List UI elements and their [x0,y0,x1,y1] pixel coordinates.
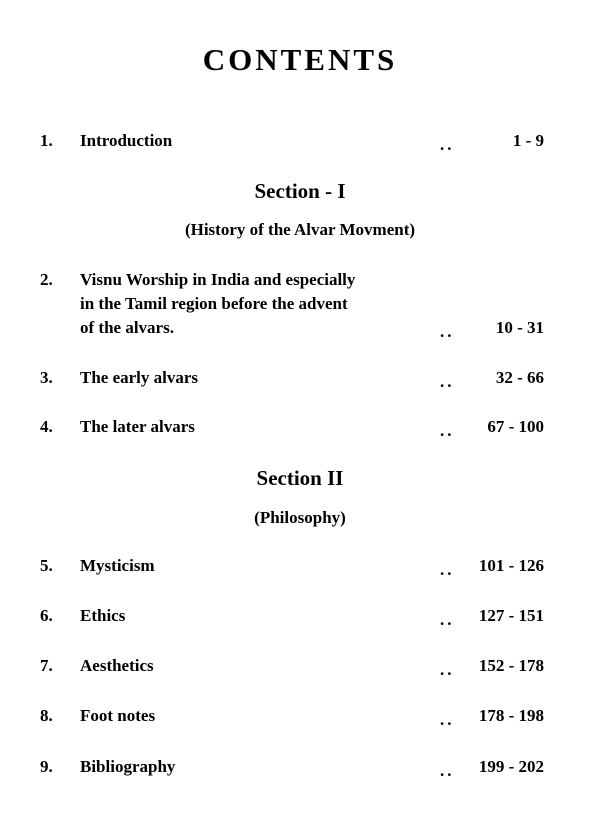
entry-pages: 178 - 198 [478,706,544,725]
leader-dots: .. [440,135,455,154]
entry-title-line: Aesthetics [80,656,154,675]
leader-dots: .. [440,322,455,341]
entry-pages: 1 - 9 [512,131,544,150]
entry-number: 9. [40,757,53,776]
entry-title [80,366,420,390]
leader-dots: .. [440,372,455,391]
entry-title-line: of the alvars. [80,318,174,337]
entry-number: 4. [40,417,53,436]
entry-title [80,554,420,578]
entry-title-line: Foot notes [80,706,156,725]
entry-title [80,268,420,340]
leader-dots: .. [440,560,455,579]
entry-number: 1. [40,131,53,150]
entry-pages: 152 - 178 [478,656,544,675]
entry-title [80,604,420,628]
entry-number: 8. [40,706,53,725]
section-subtitle: (History of the Alvar Movment) [184,220,416,239]
toc-entry [0,268,600,348]
leader-dots: .. [440,710,455,729]
entry-title-line: Ethics [80,606,126,625]
entry-title-line: Bibliography [80,757,176,776]
entry-number: 7. [40,656,53,675]
entry-title-line: in the Tamil region before the advent [80,294,348,313]
entry-title [80,755,420,779]
entry-pages: 199 - 202 [478,757,544,776]
page-title: CONTENTS [202,42,398,77]
leader-dots: .. [440,761,455,780]
entry-title [80,129,420,153]
entry-pages: 67 - 100 [487,417,544,436]
entry-title-line: The later alvars [80,417,195,436]
entry-pages: 10 - 31 [495,318,544,337]
entry-title [80,654,420,678]
entry-title-line: Visnu Worship in India and especially [80,270,356,289]
entry-title [80,415,420,439]
entry-title [80,704,420,728]
entry-pages: 32 - 66 [495,368,544,387]
entry-pages: 101 - 126 [478,556,544,575]
leader-dots: .. [440,421,455,440]
section-heading: Section II [256,466,344,490]
entry-title-line: The early alvars [80,368,199,387]
entry-pages: 127 - 151 [478,606,544,625]
section-subtitle: (Philosophy) [254,508,346,527]
entry-number: 6. [40,606,53,625]
entry-number: 2. [40,270,53,289]
section-heading: Section - I [254,179,346,203]
leader-dots: .. [440,610,455,629]
entry-title-line: Introduction [80,131,173,150]
entry-number: 5. [40,556,53,575]
leader-dots: .. [440,660,455,679]
entry-number: 3. [40,368,53,387]
entry-title-line: Mysticism [80,556,155,575]
